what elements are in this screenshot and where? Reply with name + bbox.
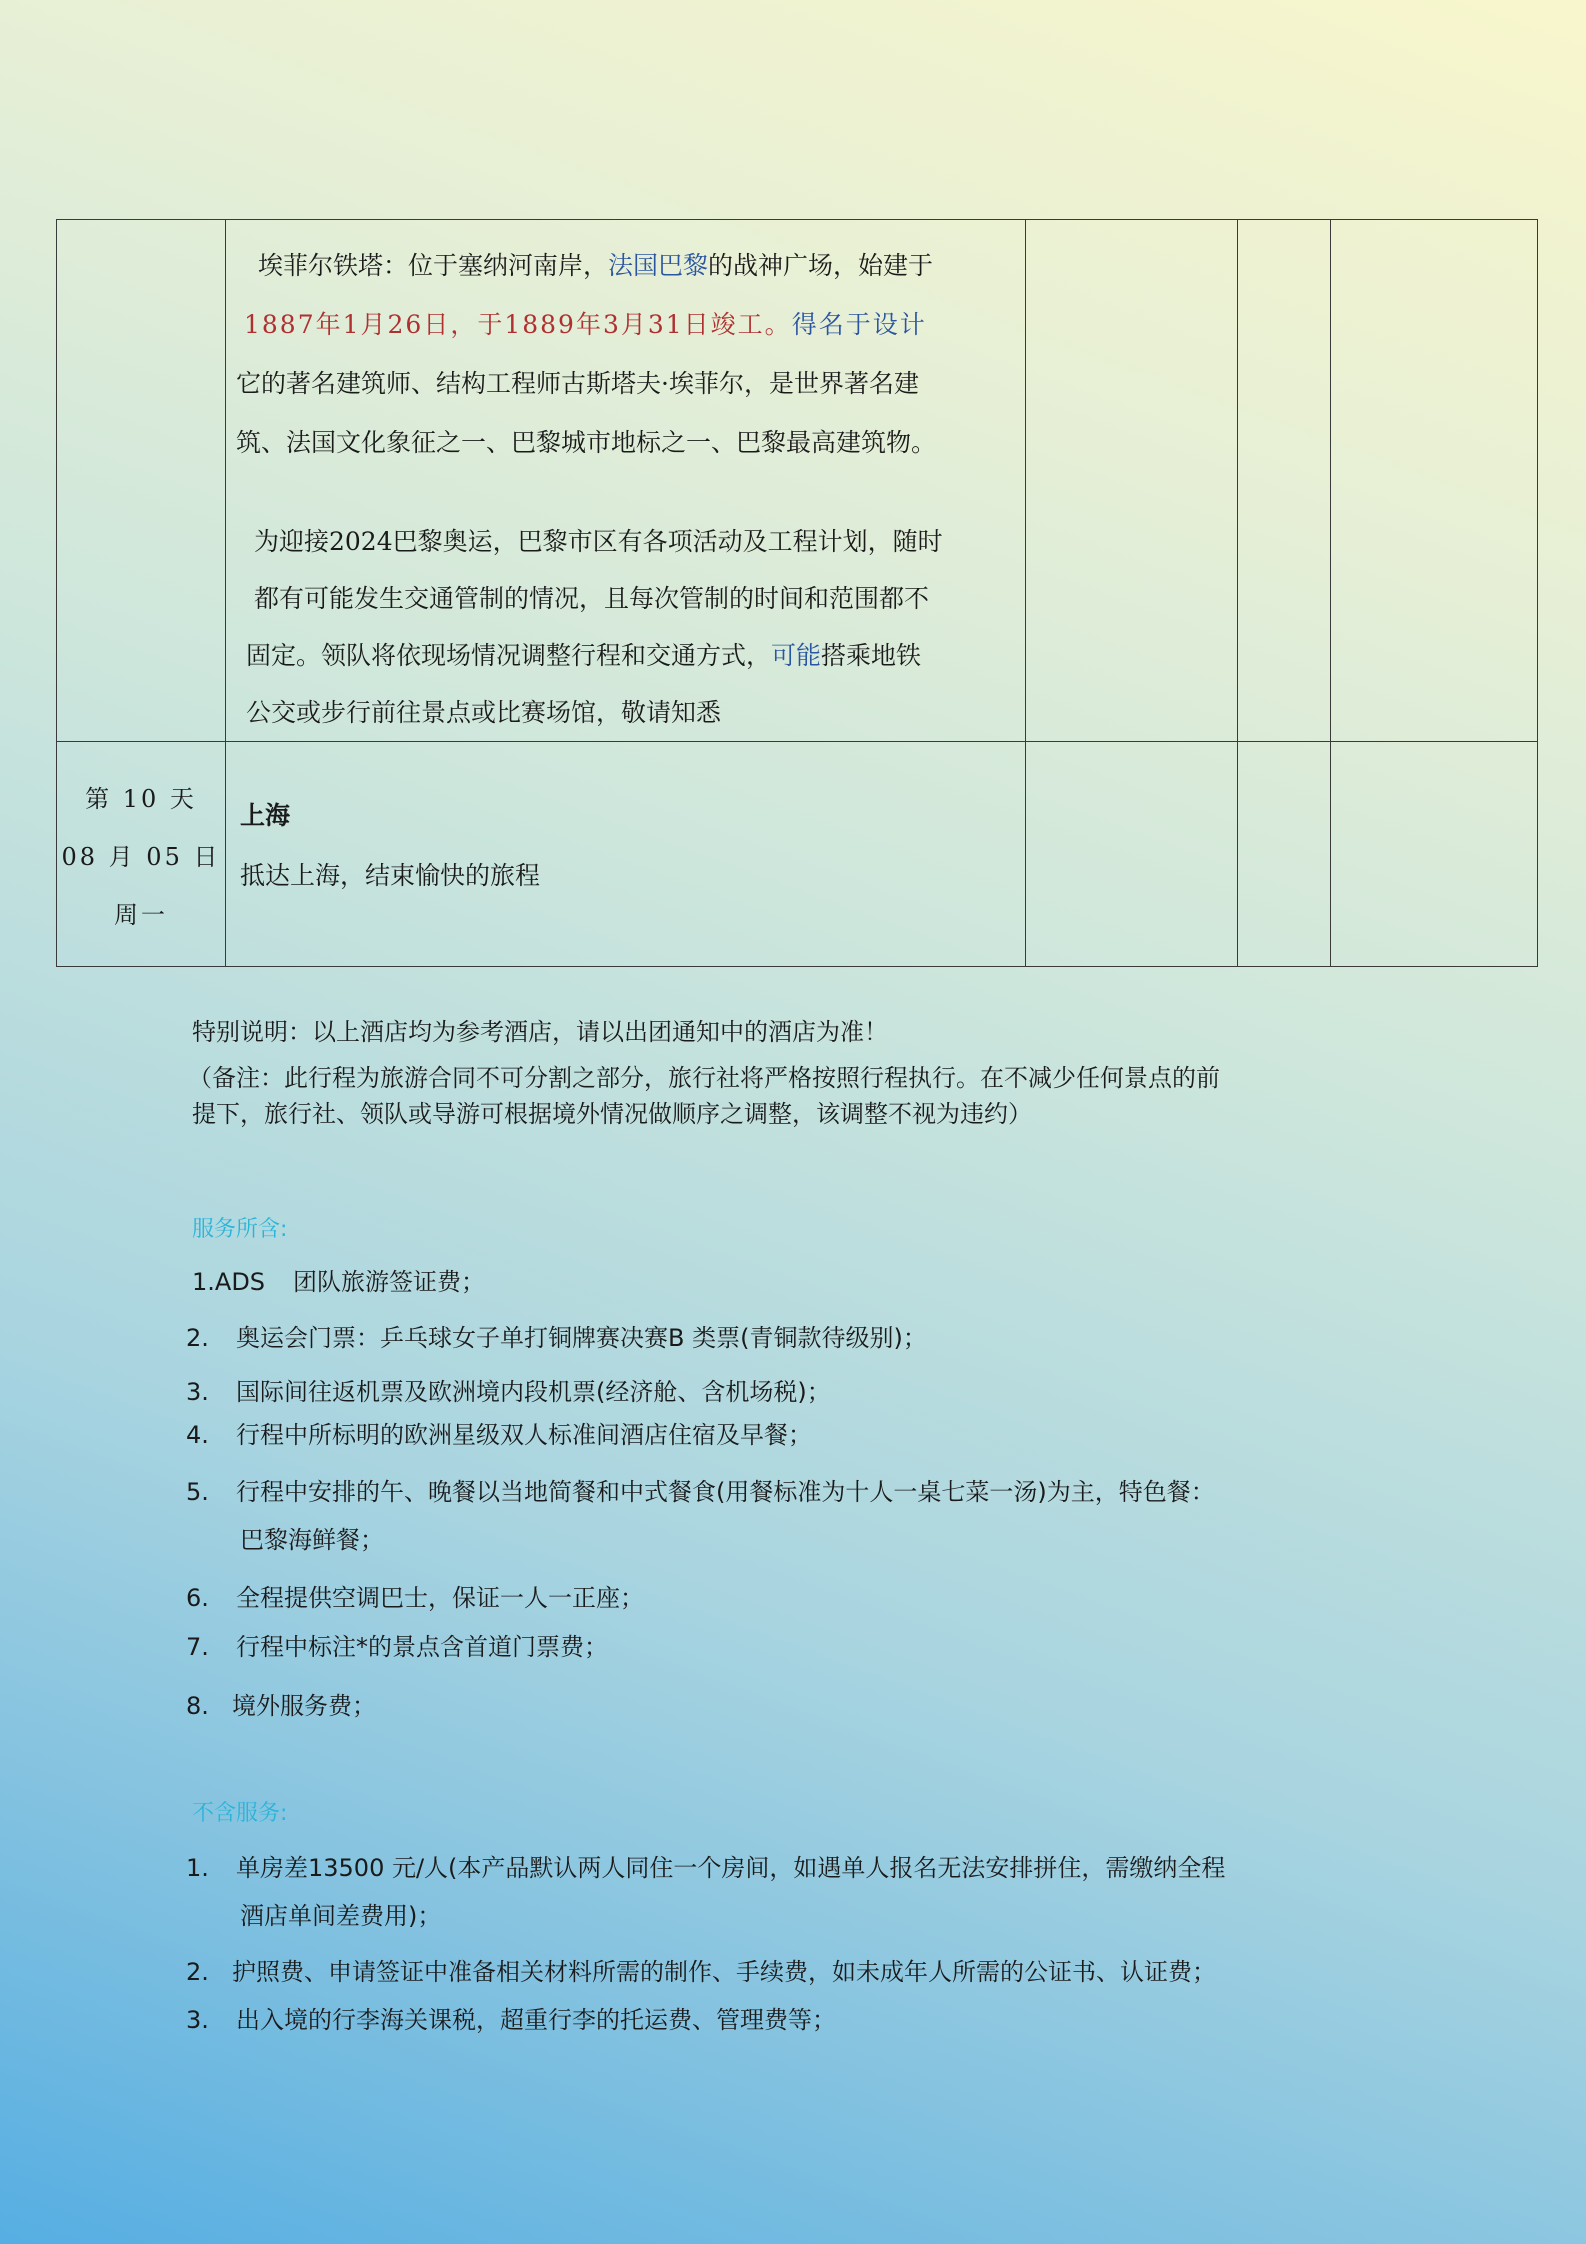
hotel-cell xyxy=(1026,220,1238,742)
list-item: 5. 行程中安排的午、晚餐以当地简餐和中式餐食(用餐标准为十人一桌七菜一汤)为主，特色餐： xyxy=(186,1478,1215,1506)
city-title: 上海 xyxy=(240,801,291,830)
list-item: 4. 行程中所标明的欧洲星级双人标准间酒店住宿及早餐； xyxy=(186,1421,812,1449)
list-item: 8. 境外服务费； xyxy=(186,1692,376,1720)
list-item: 1.ADS 团队旅游签证费； xyxy=(192,1268,486,1296)
special-note-line: 特别说明：以上酒店均为参考酒店，请以出团通知中的酒店为准！ xyxy=(192,1018,888,1046)
day-cell-empty xyxy=(57,220,226,742)
list-item: 2. 奥运会门票：乒乓球女子单打铜牌赛决赛B 类票(青铜款待级别)； xyxy=(186,1324,927,1352)
transport-cell xyxy=(1331,220,1538,742)
list-item-continuation: 酒店单间差费用)； xyxy=(240,1902,442,1930)
olympics-notice-paragraph: 为迎接2024巴黎奥运，巴黎市区有各项活动及工程计划，随时 都有可能发生交通管制的情况，且每次管制的时间和范围都不 固定。领队将依现场情况调整行程和交通方式，可能搭乘地铁 公交或步行前往景点或比赛场馆，敬请知悉 xyxy=(246,527,943,727)
list-item: 7. 行程中标注*的景点含首道门票费； xyxy=(186,1633,608,1661)
list-item: 3. 出入境的行李海关课税，超重行李的托运费、管理费等； xyxy=(186,2006,836,2034)
list-item-continuation: 巴黎海鲜餐； xyxy=(240,1526,384,1554)
list-item: 2. 护照费、申请签证中准备相关材料所需的制作、手续费，如未成年人所需的公证书、认证费； xyxy=(186,1958,1216,1986)
included-heading: 服务所含: xyxy=(192,1217,288,1242)
day-weekday: 周一 xyxy=(114,901,168,929)
remark-line: 提下，旅行社、领队或导游可根据境外情况做顺序之调整，该调整不视为违约） xyxy=(192,1100,1032,1128)
table-row xyxy=(57,220,1538,742)
table-row xyxy=(57,742,1538,967)
day-description: 抵达上海，结束愉快的旅程 xyxy=(240,861,541,890)
description-cell xyxy=(226,742,1026,967)
hotel-cell xyxy=(1026,742,1238,967)
day-number: 第 10 天 xyxy=(85,785,197,813)
eiffel-paragraph: 埃菲尔铁塔：位于塞纳河南岸，法国巴黎的战神广场，始建于 xyxy=(258,251,934,280)
transport-cell xyxy=(1331,742,1538,967)
remark-line: （备注：此行程为旅游合同不可分割之部分，旅行社将严格按照行程执行。在不减少任何景点的前 xyxy=(188,1064,1220,1092)
day-cell xyxy=(57,742,226,967)
excluded-heading: 不含服务: xyxy=(192,1801,288,1826)
meal-cell xyxy=(1238,220,1331,742)
itinerary-table xyxy=(56,219,1538,967)
description-cell: 埃菲尔铁塔：位于塞纳河南岸，法国巴黎的战神广场，始建于 1887年1月26日，于1889年3月31日竣工。得名于设计 它的著名建筑师、结构工程师古斯塔夫·埃菲尔，是世界著名建 筑、法国文化象征之一、巴黎城市地标之一、巴黎最高建筑物。 为迎接2024巴黎奥运，巴黎市区有各项活动及工程计划，随时 都有可能发生交通管制的情况，且每次管制的时间和范围都不 固定。领队将依现场情况调整行程和交通方式，可能搭乘地铁 公交或步行前往景点或比赛场馆，敬请知悉 xyxy=(226,220,1026,742)
list-item: 1. 单房差13500 元/人(本产品默认两人同住一个房间，如遇单人报名无法安排拼住，需缴纳全程 xyxy=(186,1854,1226,1882)
day-date: 08 月 05 日 xyxy=(61,843,221,871)
list-item: 6. 全程提供空调巴士，保证一人一正座； xyxy=(186,1584,644,1612)
list-item: 3. 国际间往返机票及欧洲境内段机票(经济舱、含机场税)； xyxy=(186,1378,831,1406)
meal-cell xyxy=(1238,742,1331,967)
